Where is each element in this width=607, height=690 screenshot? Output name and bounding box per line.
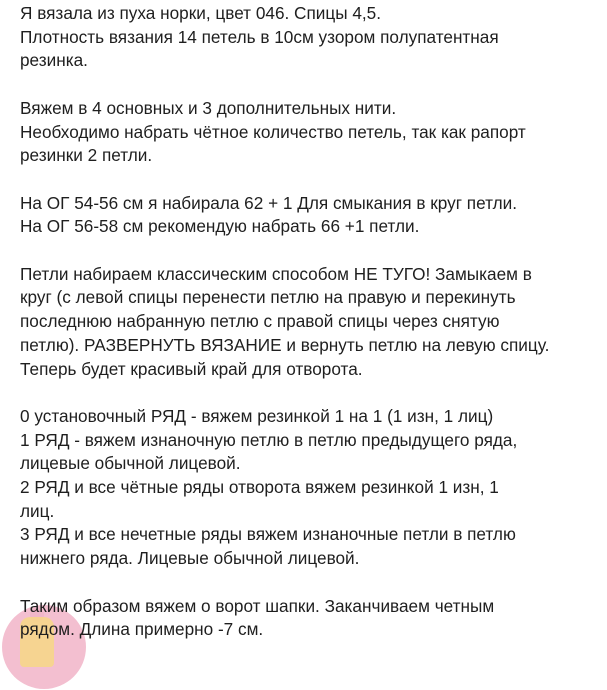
text-line: На ОГ 54-56 см я набирала 62 + 1 Для смыкания в круг петли. xyxy=(20,192,517,213)
text-line: 3 РЯД и все нечетные ряды вяжем изнаночные петли в петлю xyxy=(20,524,516,545)
text-line: Вяжем в 4 основных и 3 дополнительных нити. xyxy=(20,97,397,118)
text-line: На ОГ 56-58 см рекомендую набрать 66 +1 петли. xyxy=(20,216,420,237)
text-line: нижнего ряда. Лицевые обычной лицевой. xyxy=(20,548,360,569)
text-line: Теперь будет красивый край для отворота. xyxy=(20,358,363,379)
text-line: Необходимо набрать чётное количество петель, так как рапорт xyxy=(20,121,526,142)
paragraph-rows xyxy=(20,405,600,571)
text-line: 1 РЯД - вяжем изнаночную петлю в петлю предыдущего ряда, xyxy=(20,429,518,450)
text-line: Петли набираем классическим способом НЕ ТУГО! Замыкаем в xyxy=(20,263,532,284)
text-line: круг (с левой спицы перенести петлю на правую и перекинуть xyxy=(20,287,516,308)
text-line: лиц. xyxy=(20,500,55,521)
paragraph-threads xyxy=(20,97,600,168)
text-line: резинка. xyxy=(20,50,88,71)
text-line: Таким образом вяжем о ворот шапки. Заканчиваем четным xyxy=(20,595,495,616)
text-line: последнюю набранную петлю с правой спицы через снятую xyxy=(20,311,500,332)
text-line: 2 РЯД и все чётные ряды отворота вяжем резинкой 1 изн, 1 xyxy=(20,477,499,497)
text-line: рядом. Длина примерно -7 см. xyxy=(20,619,264,640)
text-line: Я вязала из пуха норки, цвет 046. Спицы 4,5. xyxy=(20,3,382,23)
paragraph-finish xyxy=(20,595,600,642)
paragraph-sizes xyxy=(20,192,600,239)
text-line: петлю). РАЗВЕРНУТЬ ВЯЗАНИЕ и вернуть петлю на левую спицу. xyxy=(20,334,550,355)
text-line: лицевые обычной лицевой. xyxy=(20,453,241,474)
paragraph-cast-on xyxy=(20,263,600,382)
text-line: 0 установочный РЯД - вяжем резинкой 1 на 1 (1 изн, 1 лиц) xyxy=(20,405,494,426)
text-line: Плотность вязания 14 петель в 10см узором полупатентная xyxy=(20,26,499,47)
document-body xyxy=(20,2,600,666)
paragraph-yarn xyxy=(20,2,600,73)
text-line: резинки 2 петли. xyxy=(20,145,153,166)
